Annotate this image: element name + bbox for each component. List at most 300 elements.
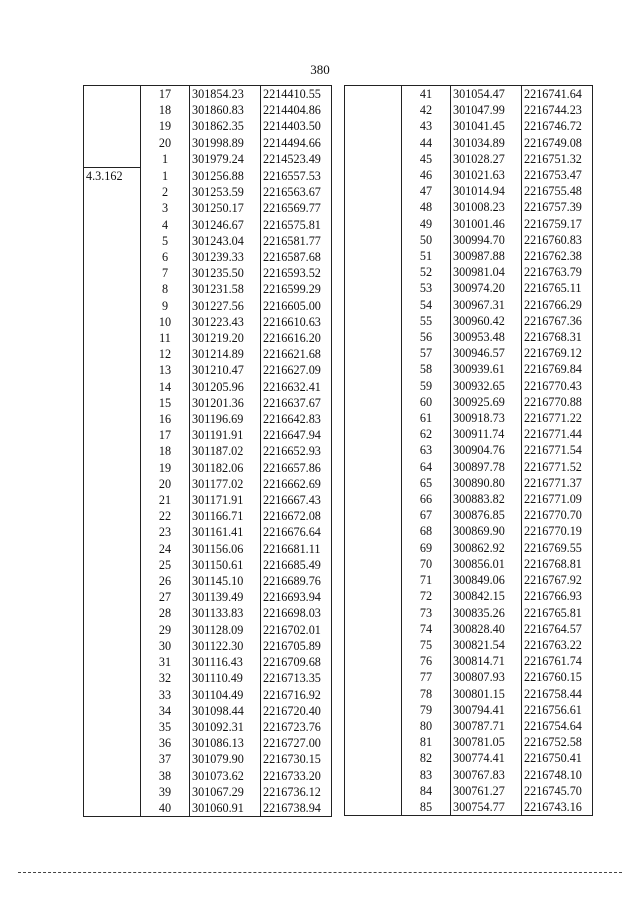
table-row — [84, 573, 332, 589]
point-number-cell: 3 — [141, 200, 190, 216]
point-number-cell: 49 — [402, 216, 451, 232]
section-cell — [84, 768, 141, 784]
y-coordinate-cell: 2216768.31 — [522, 329, 593, 345]
section-cell — [345, 394, 402, 410]
x-coordinate-cell: 300869.90 — [451, 523, 522, 539]
point-number-cell: 15 — [141, 395, 190, 411]
point-number-cell: 61 — [402, 410, 451, 426]
y-coordinate-cell: 2216766.29 — [522, 297, 593, 313]
x-coordinate-cell: 301253.59 — [190, 184, 261, 200]
point-number-cell: 33 — [141, 687, 190, 703]
table-row — [345, 394, 593, 410]
table-row — [345, 329, 593, 345]
y-coordinate-cell: 2216755.48 — [522, 183, 593, 199]
point-number-cell: 18 — [141, 443, 190, 459]
section-cell — [84, 476, 141, 492]
table-row — [345, 216, 593, 232]
section-cell: 4.3.162 — [84, 168, 141, 185]
point-number-cell: 14 — [141, 379, 190, 395]
x-coordinate-cell: 301854.23 — [190, 86, 261, 103]
table-row — [84, 508, 332, 524]
table-row — [345, 135, 593, 151]
point-number-cell: 48 — [402, 199, 451, 215]
point-number-cell: 9 — [141, 298, 190, 314]
x-coordinate-cell: 300862.92 — [451, 540, 522, 556]
point-number-cell: 35 — [141, 719, 190, 735]
section-cell — [84, 589, 141, 605]
table-row — [345, 572, 593, 588]
section-cell — [84, 362, 141, 378]
table-row — [84, 362, 332, 378]
x-coordinate-cell: 301196.69 — [190, 411, 261, 427]
section-cell — [84, 233, 141, 249]
section-cell — [84, 670, 141, 686]
page-number: 380 — [310, 62, 330, 77]
table-row — [84, 265, 332, 281]
y-coordinate-cell: 2216754.64 — [522, 718, 593, 734]
table-row — [345, 199, 593, 215]
x-coordinate-cell: 301250.17 — [190, 200, 261, 216]
table-row — [84, 492, 332, 508]
x-coordinate-cell: 300974.20 — [451, 280, 522, 296]
x-coordinate-cell: 301047.99 — [451, 102, 522, 118]
x-coordinate-cell: 300904.76 — [451, 442, 522, 458]
table-row — [345, 750, 593, 766]
point-number-cell: 52 — [402, 264, 451, 280]
table-row — [84, 703, 332, 719]
table-row — [345, 86, 593, 103]
y-coordinate-cell: 2216769.55 — [522, 540, 593, 556]
table-row — [84, 249, 332, 265]
y-coordinate-cell: 2216610.63 — [261, 314, 332, 330]
y-coordinate-cell: 2216741.64 — [522, 86, 593, 103]
x-coordinate-cell: 300994.70 — [451, 232, 522, 248]
y-coordinate-cell: 2216723.76 — [261, 719, 332, 735]
y-coordinate-cell: 2216569.77 — [261, 200, 332, 216]
table-row — [345, 183, 593, 199]
table-row — [345, 767, 593, 783]
section-cell — [345, 669, 402, 685]
point-number-cell: 4 — [141, 217, 190, 233]
point-number-cell: 71 — [402, 572, 451, 588]
section-cell — [345, 167, 402, 183]
section-cell — [345, 297, 402, 313]
table-row — [345, 232, 593, 248]
section-cell — [345, 799, 402, 816]
table-row — [84, 86, 332, 103]
table-row — [84, 670, 332, 686]
point-number-cell: 75 — [402, 637, 451, 653]
table-row — [84, 427, 332, 443]
y-coordinate-cell: 2216736.12 — [261, 784, 332, 800]
y-coordinate-cell: 2216705.89 — [261, 638, 332, 654]
section-cell — [84, 703, 141, 719]
point-number-cell: 78 — [402, 686, 451, 702]
x-coordinate-cell: 300967.31 — [451, 297, 522, 313]
point-number-cell: 80 — [402, 718, 451, 734]
point-number-cell: 27 — [141, 589, 190, 605]
section-cell — [345, 783, 402, 799]
x-coordinate-cell: 301086.13 — [190, 735, 261, 751]
table-row — [84, 233, 332, 249]
table-row — [84, 589, 332, 605]
point-number-cell: 23 — [141, 524, 190, 540]
y-coordinate-cell: 2216672.08 — [261, 508, 332, 524]
x-coordinate-cell: 301034.89 — [451, 135, 522, 151]
y-coordinate-cell: 2216763.22 — [522, 637, 593, 653]
point-number-cell: 65 — [402, 475, 451, 491]
point-number-cell: 22 — [141, 508, 190, 524]
table-row — [345, 442, 593, 458]
table-row — [345, 151, 593, 167]
point-number-cell: 42 — [402, 102, 451, 118]
section-cell — [84, 298, 141, 314]
x-coordinate-cell: 301214.89 — [190, 346, 261, 362]
y-coordinate-cell: 2216771.54 — [522, 442, 593, 458]
point-number-cell: 40 — [141, 800, 190, 817]
point-number-cell: 83 — [402, 767, 451, 783]
table-row — [84, 622, 332, 638]
x-coordinate-cell: 301862.35 — [190, 118, 261, 134]
point-number-cell: 76 — [402, 653, 451, 669]
y-coordinate-cell: 2214403.50 — [261, 118, 332, 134]
table-row — [84, 314, 332, 330]
section-cell — [345, 135, 402, 151]
point-number-cell: 19 — [141, 118, 190, 134]
section-cell — [84, 217, 141, 233]
x-coordinate-cell: 300794.41 — [451, 702, 522, 718]
table-row — [84, 719, 332, 735]
section-cell — [345, 491, 402, 507]
x-coordinate-cell: 300939.61 — [451, 361, 522, 377]
y-coordinate-cell: 2216745.70 — [522, 783, 593, 799]
y-coordinate-cell: 2216770.88 — [522, 394, 593, 410]
x-coordinate-cell: 300897.78 — [451, 459, 522, 475]
table-row — [345, 686, 593, 702]
x-coordinate-cell: 301116.43 — [190, 654, 261, 670]
table-row — [84, 168, 332, 185]
table-row — [84, 605, 332, 621]
section-cell — [345, 199, 402, 215]
y-coordinate-cell: 2216762.38 — [522, 248, 593, 264]
point-number-cell: 81 — [402, 734, 451, 750]
section-cell — [84, 427, 141, 443]
y-coordinate-cell: 2216581.77 — [261, 233, 332, 249]
point-number-cell: 57 — [402, 345, 451, 361]
x-coordinate-cell: 301223.43 — [190, 314, 261, 330]
x-coordinate-cell: 301060.91 — [190, 800, 261, 817]
y-coordinate-cell: 2216744.23 — [522, 102, 593, 118]
section-cell — [84, 687, 141, 703]
point-number-cell: 1 — [141, 151, 190, 168]
x-coordinate-cell: 301998.89 — [190, 135, 261, 151]
y-coordinate-cell: 2216771.09 — [522, 491, 593, 507]
x-coordinate-cell: 301156.06 — [190, 541, 261, 557]
section-cell — [345, 475, 402, 491]
x-coordinate-cell: 301239.33 — [190, 249, 261, 265]
x-coordinate-cell: 301067.29 — [190, 784, 261, 800]
x-coordinate-cell: 301210.47 — [190, 362, 261, 378]
table-row — [84, 768, 332, 784]
x-coordinate-cell: 300911.74 — [451, 426, 522, 442]
x-coordinate-cell: 301231.58 — [190, 281, 261, 297]
table-row — [345, 345, 593, 361]
section-cell — [345, 313, 402, 329]
point-number-cell: 53 — [402, 280, 451, 296]
y-coordinate-cell: 2216689.76 — [261, 573, 332, 589]
x-coordinate-cell: 301171.91 — [190, 492, 261, 508]
x-coordinate-cell: 301079.90 — [190, 751, 261, 767]
point-number-cell: 19 — [141, 460, 190, 476]
point-number-cell: 56 — [402, 329, 451, 345]
section-cell — [84, 346, 141, 362]
y-coordinate-cell: 2216765.81 — [522, 605, 593, 621]
point-number-cell: 59 — [402, 378, 451, 394]
x-coordinate-cell: 301205.96 — [190, 379, 261, 395]
point-number-cell: 84 — [402, 783, 451, 799]
point-number-cell: 47 — [402, 183, 451, 199]
table-row — [345, 475, 593, 491]
x-coordinate-cell: 301104.49 — [190, 687, 261, 703]
section-cell — [345, 702, 402, 718]
point-number-cell: 79 — [402, 702, 451, 718]
point-number-cell: 8 — [141, 281, 190, 297]
x-coordinate-cell: 301001.46 — [451, 216, 522, 232]
x-coordinate-cell: 300835.26 — [451, 605, 522, 621]
y-coordinate-cell: 2216632.41 — [261, 379, 332, 395]
table-row — [345, 118, 593, 134]
table-row — [345, 280, 593, 296]
point-number-cell: 18 — [141, 102, 190, 118]
section-cell — [345, 605, 402, 621]
section-cell — [345, 216, 402, 232]
section-cell — [345, 361, 402, 377]
y-coordinate-cell: 2216770.70 — [522, 507, 593, 523]
y-coordinate-cell: 2216770.19 — [522, 523, 593, 539]
point-number-cell: 72 — [402, 588, 451, 604]
y-coordinate-cell: 2216767.92 — [522, 572, 593, 588]
section-cell — [84, 800, 141, 817]
point-number-cell: 44 — [402, 135, 451, 151]
point-number-cell: 32 — [141, 670, 190, 686]
y-coordinate-cell: 2216733.20 — [261, 768, 332, 784]
table-row — [84, 687, 332, 703]
section-cell — [84, 735, 141, 751]
point-number-cell: 68 — [402, 523, 451, 539]
table-row — [345, 702, 593, 718]
table-row — [345, 378, 593, 394]
y-coordinate-cell: 2216616.20 — [261, 330, 332, 346]
y-coordinate-cell: 2216757.39 — [522, 199, 593, 215]
point-number-cell: 73 — [402, 605, 451, 621]
table-row — [84, 411, 332, 427]
point-number-cell: 1 — [141, 168, 190, 185]
table-row — [84, 395, 332, 411]
point-number-cell: 17 — [141, 86, 190, 103]
y-coordinate-cell: 2216756.61 — [522, 702, 593, 718]
x-coordinate-cell: 300842.15 — [451, 588, 522, 604]
table-row — [345, 264, 593, 280]
section-cell — [84, 395, 141, 411]
y-coordinate-cell: 2216760.83 — [522, 232, 593, 248]
y-coordinate-cell: 2216593.52 — [261, 265, 332, 281]
point-number-cell: 66 — [402, 491, 451, 507]
y-coordinate-cell: 2216769.12 — [522, 345, 593, 361]
x-coordinate-cell: 301161.41 — [190, 524, 261, 540]
point-number-cell: 20 — [141, 135, 190, 151]
y-coordinate-cell: 2216667.43 — [261, 492, 332, 508]
y-coordinate-cell: 2214410.55 — [261, 86, 332, 103]
x-coordinate-cell: 301227.56 — [190, 298, 261, 314]
section-cell — [345, 540, 402, 556]
y-coordinate-cell: 2216751.32 — [522, 151, 593, 167]
table-row — [345, 361, 593, 377]
point-number-cell: 31 — [141, 654, 190, 670]
table-row — [84, 557, 332, 573]
x-coordinate-cell: 301243.04 — [190, 233, 261, 249]
point-number-cell: 51 — [402, 248, 451, 264]
x-coordinate-cell: 301133.83 — [190, 605, 261, 621]
y-coordinate-cell: 2216676.64 — [261, 524, 332, 540]
section-cell — [345, 86, 402, 103]
table-row — [345, 523, 593, 539]
y-coordinate-cell: 2216605.00 — [261, 298, 332, 314]
table-row — [84, 784, 332, 800]
x-coordinate-cell: 300925.69 — [451, 394, 522, 410]
table-row — [84, 460, 332, 476]
section-cell — [345, 572, 402, 588]
point-number-cell: 13 — [141, 362, 190, 378]
y-coordinate-cell: 2216758.44 — [522, 686, 593, 702]
y-coordinate-cell: 2216749.08 — [522, 135, 593, 151]
section-cell — [345, 345, 402, 361]
x-coordinate-cell: 300807.93 — [451, 669, 522, 685]
y-coordinate-cell: 2214523.49 — [261, 151, 332, 168]
point-number-cell: 63 — [402, 442, 451, 458]
x-coordinate-cell: 300849.06 — [451, 572, 522, 588]
point-number-cell: 11 — [141, 330, 190, 346]
y-coordinate-cell: 2216763.79 — [522, 264, 593, 280]
section-cell — [345, 523, 402, 539]
point-number-cell: 5 — [141, 233, 190, 249]
section-cell — [345, 718, 402, 734]
section-cell — [345, 442, 402, 458]
section-cell — [84, 281, 141, 297]
y-coordinate-cell: 2214494.66 — [261, 135, 332, 151]
x-coordinate-cell: 300987.88 — [451, 248, 522, 264]
section-cell — [345, 621, 402, 637]
section-cell — [345, 588, 402, 604]
x-coordinate-cell: 300890.80 — [451, 475, 522, 491]
x-coordinate-cell: 300801.15 — [451, 686, 522, 702]
section-cell — [345, 118, 402, 134]
x-coordinate-cell: 300953.48 — [451, 329, 522, 345]
x-coordinate-cell: 301054.47 — [451, 86, 522, 103]
point-number-cell: 46 — [402, 167, 451, 183]
y-coordinate-cell: 2216766.93 — [522, 588, 593, 604]
section-cell — [345, 750, 402, 766]
x-coordinate-cell: 300767.83 — [451, 767, 522, 783]
x-coordinate-cell: 301008.23 — [451, 199, 522, 215]
point-number-cell: 26 — [141, 573, 190, 589]
table-row — [84, 443, 332, 459]
section-cell — [84, 411, 141, 427]
section-cell — [84, 508, 141, 524]
y-coordinate-cell: 2216730.15 — [261, 751, 332, 767]
y-coordinate-cell: 2216716.92 — [261, 687, 332, 703]
y-coordinate-cell: 2216752.58 — [522, 734, 593, 750]
point-number-cell: 54 — [402, 297, 451, 313]
x-coordinate-cell: 300781.05 — [451, 734, 522, 750]
table-row — [345, 507, 593, 523]
x-coordinate-cell: 301139.49 — [190, 589, 261, 605]
section-cell — [84, 118, 141, 134]
x-coordinate-cell: 301110.49 — [190, 670, 261, 686]
y-coordinate-cell: 2216627.09 — [261, 362, 332, 378]
x-coordinate-cell: 301177.02 — [190, 476, 261, 492]
x-coordinate-cell: 301219.20 — [190, 330, 261, 346]
y-coordinate-cell: 2216753.47 — [522, 167, 593, 183]
table-row — [84, 135, 332, 151]
point-number-cell: 17 — [141, 427, 190, 443]
point-number-cell: 45 — [402, 151, 451, 167]
x-coordinate-cell: 300787.71 — [451, 718, 522, 734]
x-coordinate-cell: 301092.31 — [190, 719, 261, 735]
table-row — [84, 379, 332, 395]
y-coordinate-cell: 2216761.74 — [522, 653, 593, 669]
section-cell — [84, 249, 141, 265]
y-coordinate-cell: 2216759.17 — [522, 216, 593, 232]
table-row — [345, 621, 593, 637]
y-coordinate-cell: 2216587.68 — [261, 249, 332, 265]
section-cell — [84, 200, 141, 216]
section-cell — [345, 767, 402, 783]
section-cell — [345, 734, 402, 750]
section-cell — [84, 719, 141, 735]
point-number-cell: 38 — [141, 768, 190, 784]
section-cell — [84, 492, 141, 508]
table-row — [84, 118, 332, 134]
x-coordinate-cell: 301201.36 — [190, 395, 261, 411]
x-coordinate-cell: 300821.54 — [451, 637, 522, 653]
coordinates-table-right — [344, 85, 593, 816]
section-cell — [84, 784, 141, 800]
section-cell — [84, 573, 141, 589]
y-coordinate-cell: 2216637.67 — [261, 395, 332, 411]
point-number-cell: 64 — [402, 459, 451, 475]
table-row — [345, 556, 593, 572]
x-coordinate-cell: 300876.85 — [451, 507, 522, 523]
section-cell — [345, 426, 402, 442]
table-row — [84, 200, 332, 216]
section-cell — [84, 605, 141, 621]
section-cell — [345, 507, 402, 523]
point-number-cell: 85 — [402, 799, 451, 816]
section-cell — [345, 686, 402, 702]
table-row — [345, 637, 593, 653]
y-coordinate-cell: 2216760.15 — [522, 669, 593, 685]
x-coordinate-cell: 301191.91 — [190, 427, 261, 443]
section-cell — [345, 410, 402, 426]
x-coordinate-cell: 301256.88 — [190, 168, 261, 185]
point-number-cell: 12 — [141, 346, 190, 362]
table-row — [84, 476, 332, 492]
section-cell — [345, 653, 402, 669]
y-coordinate-cell: 2216713.35 — [261, 670, 332, 686]
table-row — [84, 735, 332, 751]
y-coordinate-cell: 2216767.36 — [522, 313, 593, 329]
section-cell — [345, 329, 402, 345]
